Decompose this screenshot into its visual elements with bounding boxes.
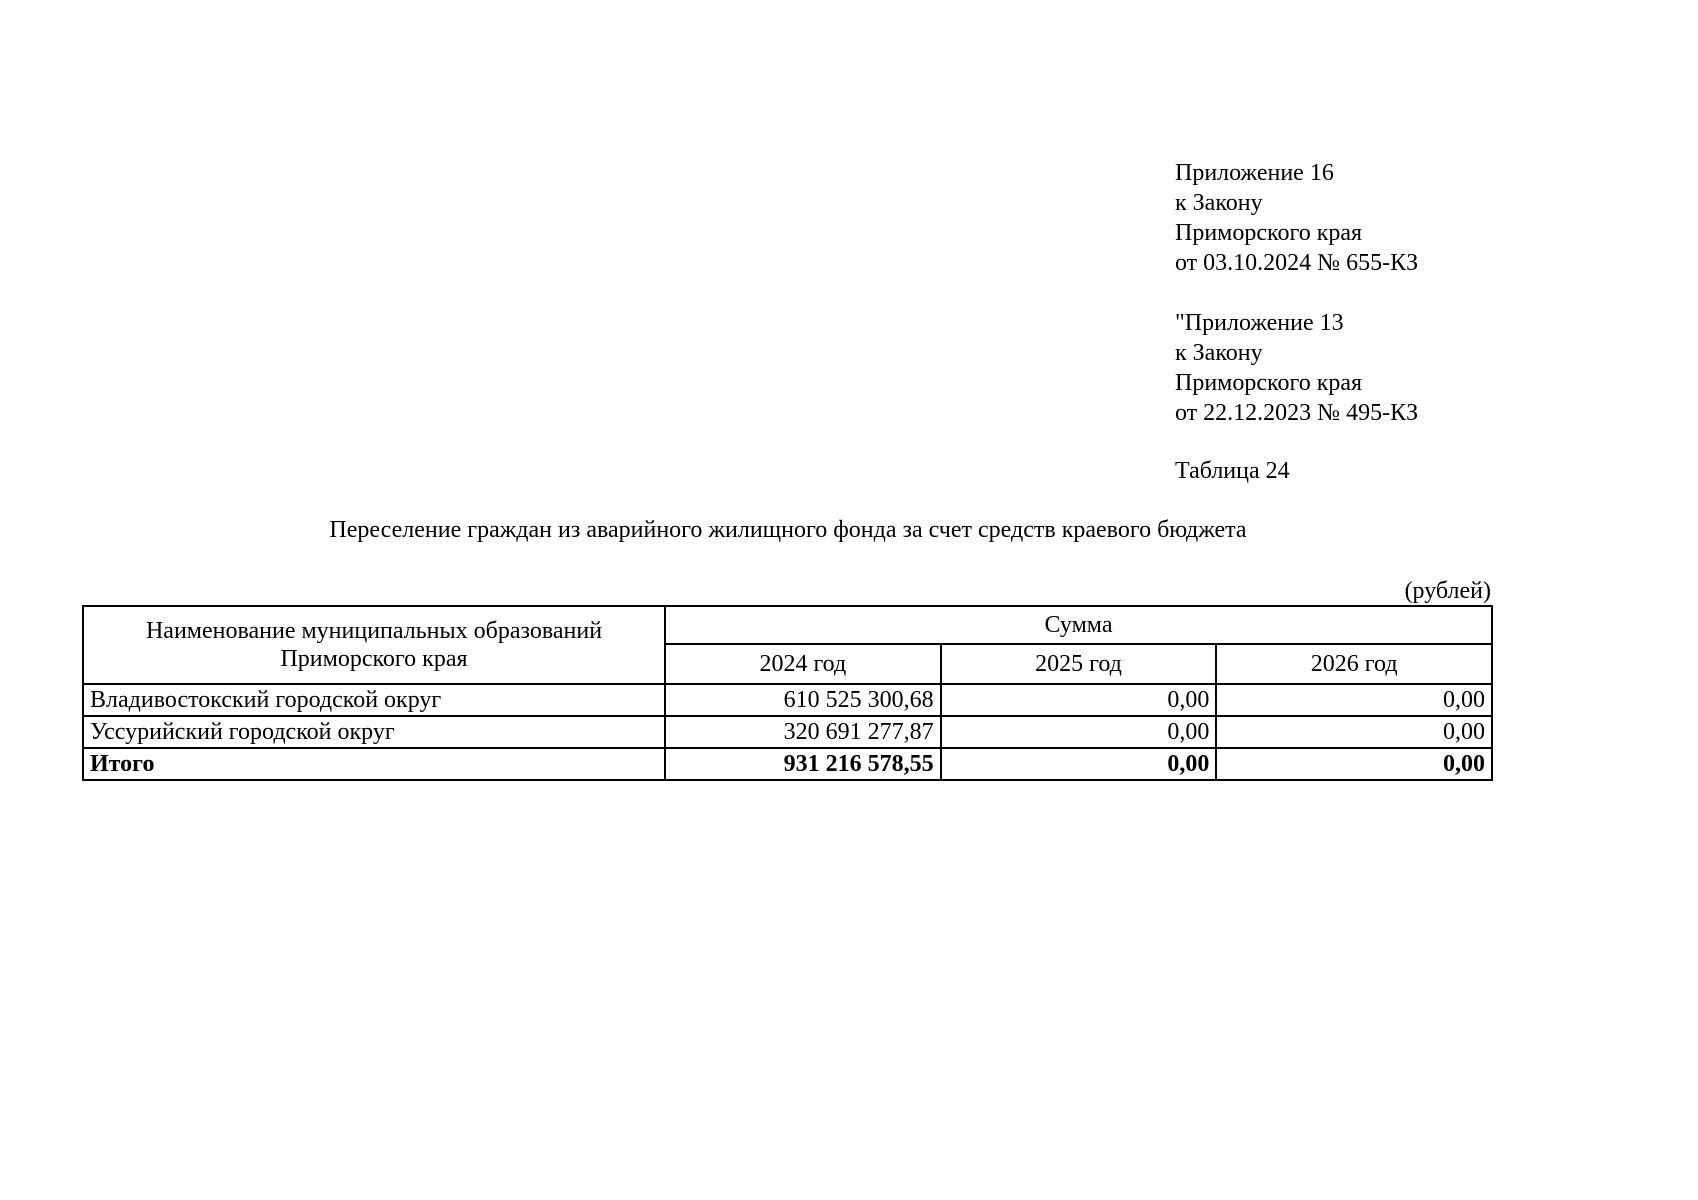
funding-table bbox=[82, 605, 1493, 781]
annex-line: Приложение 16 bbox=[1175, 160, 1334, 186]
header-municipality-line1: Наименование муниципальных образований bbox=[145, 618, 603, 644]
total-value-2025: 0,00 bbox=[941, 748, 1217, 780]
header-municipality-line2: Приморского края bbox=[280, 646, 468, 672]
document-title: Переселение граждан из аварийного жилищного фонда за счет средств краевого бюджета bbox=[329, 517, 1247, 543]
annex-line: Приморского края bbox=[1175, 370, 1363, 396]
annex-line: к Закону bbox=[1175, 340, 1263, 366]
header-year-2024: 2024 год bbox=[665, 644, 941, 684]
table-total-row bbox=[83, 748, 1492, 780]
units-label: (рублей) bbox=[1404, 578, 1491, 604]
annex-line: "Приложение 13 bbox=[1175, 310, 1344, 336]
row-value-2024: 320 691 277,87 bbox=[665, 716, 941, 748]
row-municipality: Уссурийский городской округ bbox=[83, 716, 665, 748]
total-label: Итого bbox=[83, 748, 665, 780]
header-year-2026: 2026 год bbox=[1216, 644, 1492, 684]
row-municipality: Владивостокский городской округ bbox=[83, 684, 665, 716]
row-value-2024: 610 525 300,68 bbox=[665, 684, 941, 716]
row-value-2025: 0,00 bbox=[941, 684, 1217, 716]
row-value-2026: 0,00 bbox=[1216, 684, 1492, 716]
header-sum: Сумма bbox=[665, 606, 1492, 644]
header-year-2025: 2025 год bbox=[941, 644, 1217, 684]
table-row bbox=[83, 684, 1492, 716]
table-number: Таблица 24 bbox=[1175, 458, 1290, 484]
total-value-2024: 931 216 578,55 bbox=[665, 748, 941, 780]
header-municipality bbox=[83, 606, 665, 684]
annex-header-original bbox=[1175, 308, 1418, 428]
annex-header-current bbox=[1175, 158, 1418, 278]
table-row bbox=[83, 716, 1492, 748]
row-value-2025: 0,00 bbox=[941, 716, 1217, 748]
annex-line: от 22.12.2023 № 495-КЗ bbox=[1175, 400, 1419, 426]
total-value-2026: 0,00 bbox=[1216, 748, 1492, 780]
annex-line: от 03.10.2024 № 655-КЗ bbox=[1175, 250, 1419, 276]
annex-line: к Закону bbox=[1175, 190, 1263, 216]
table-header-row bbox=[83, 606, 1492, 644]
annex-line: Приморского края bbox=[1175, 220, 1363, 246]
row-value-2026: 0,00 bbox=[1216, 716, 1492, 748]
